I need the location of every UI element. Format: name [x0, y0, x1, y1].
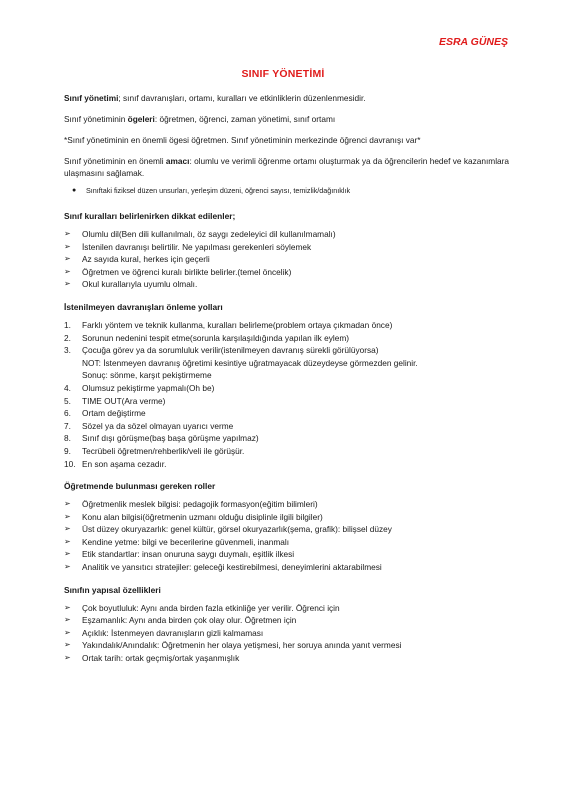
prevention-result: Sonuç: sönme, karşıt pekiştirmeme: [82, 370, 212, 381]
item-number: 1.: [64, 319, 71, 330]
structure-item: [64, 639, 514, 652]
prevention-item-text: Sorunun nedenini tespit etme(sorunla karşılaşıldığında yapılan ilk eylem): [82, 332, 350, 343]
prevention-item-text: Sınıf dışı görüşme(baş başa görüşme yapılmaz): [82, 433, 259, 444]
key-note-paragraph: *Sınıf yönetiminin en önemli ögesi öğretmen. Sınıf yönetiminin merkezinde öğrenci davranışı var*: [64, 135, 421, 145]
arrow-bullet-icon: ➢: [64, 266, 71, 276]
prevention-item: [64, 395, 514, 408]
structure-item: [64, 652, 514, 665]
structure-list: [64, 602, 514, 665]
arrow-bullet-icon: ➢: [64, 640, 71, 650]
arrow-bullet-icon: ➢: [64, 229, 71, 238]
document-body: [64, 92, 514, 675]
physical-order-bullet: [72, 185, 514, 197]
arrow-bullet-icon: ➢: [64, 511, 71, 521]
role-item-text: Kendine yetme: bilgi ve becerilerine güvenmeli, inanmalı: [82, 536, 290, 547]
prevention-item-text: En son aşama cezadır.: [82, 458, 167, 469]
rule-item: [64, 278, 514, 291]
prevention-item: [64, 332, 514, 345]
arrow-bullet-icon: ➢: [64, 615, 71, 625]
aim-term: amacı: [165, 156, 190, 166]
prevention-item: [64, 382, 514, 395]
item-number: 3.: [64, 345, 71, 356]
definition-term: Sınıf yönetimi: [64, 93, 119, 103]
prevention-item: [64, 344, 514, 357]
prevention-item: [64, 458, 514, 471]
prevention-item: [64, 407, 514, 420]
prevention-item-text: Tecrübeli öğretmen/rehberlik/veli ile görüşür.: [82, 445, 245, 456]
arrow-bullet-icon: ➢: [64, 549, 71, 559]
structure-heading: Sınıfın yapısal özellikleri: [64, 584, 161, 595]
item-number: 7.: [64, 420, 71, 431]
rule-item-text: Az sayıda kural, herkes için geçerli: [82, 254, 210, 265]
physical-order-text: Sınıftaki fiziksel düzen unsurları, yerleşim düzeni, öğrenci sayısı, temizlik/dağınıklık: [86, 186, 351, 195]
page-title: SINIF YÖNETİMİ: [241, 68, 325, 80]
elements-prefix: Sınıf yönetiminin: [64, 114, 128, 124]
aim-paragraph: [64, 155, 514, 179]
role-item-text: Öğretmenlik meslek bilgisi: pedagojik formasyon(eğitim bilimleri): [82, 499, 318, 510]
prevention-item: [64, 319, 514, 332]
item-number: 8.: [64, 433, 71, 444]
arrow-bullet-icon: ➢: [64, 254, 71, 264]
structure-item: [64, 614, 514, 627]
rule-item: [64, 253, 514, 266]
arrow-bullet-icon: ➢: [64, 562, 71, 572]
rule-item-text: Öğretmen ve öğrenci kuralı birlikte belirler.(temel öncelik): [82, 266, 292, 277]
elements-term: ögeleri: [127, 114, 155, 124]
rule-item-text: Olumlu dil(Ben dili kullanılmalı, öz saygı zedeleyici dil kullanılmamalı): [82, 229, 336, 239]
arrow-bullet-icon: ➢: [64, 602, 71, 612]
arrow-bullet-icon: ➢: [64, 536, 71, 546]
role-item: [64, 523, 514, 536]
roles-list: [64, 498, 514, 574]
role-item-text: Konu alan bilgisi(öğretmenin uzmanı olduğu disiplinle ilgili bilgiler): [82, 511, 323, 522]
aim-prefix: Sınıf yönetiminin en önemli: [64, 156, 166, 166]
structure-item: [64, 627, 514, 640]
item-number: 9.: [64, 445, 71, 456]
structure-item-text: Eşzamanlık: Aynı anda birden çok olay olur. Öğretmen için: [82, 615, 297, 626]
arrow-bullet-icon: ➢: [64, 499, 71, 509]
definition-text: ; sınıf davranışları, ortamı, kuralları ve etkinliklerin düzenlenmesidir.: [118, 93, 366, 103]
bullet-dot-icon: ●: [72, 187, 77, 194]
role-item-text: Etik standartlar: insan onuruna saygı duymalı, eşitlik ilkesi: [82, 549, 295, 560]
structure-item-text: Yakındalık/Anındalık: Öğretmenin her olaya yetişmesi, her soruya anında yanıt vermesi: [82, 640, 402, 651]
rule-item: [64, 241, 514, 254]
prevention-item: [64, 432, 514, 445]
prevention-item: [64, 445, 514, 458]
item-number: 10.: [64, 458, 76, 469]
aim-text: : olumlu ve verimli öğrenme ortamı oluşturmak ya da öğrencilerin hedef ve kazanımlara ulaşmasını sağlamak.: [64, 156, 510, 178]
prevention-item-text: Çocuğa görev ya da sorumluluk verilir(istenilmeyen davranış sürekli görülüyorsa): [82, 345, 379, 356]
prevention-item-text: TIME OUT(Ara verme): [82, 395, 166, 406]
arrow-bullet-icon: ➢: [64, 653, 71, 663]
prevention-heading: İstenilmeyen davranışları önleme yolları: [64, 301, 223, 312]
definition-paragraph: [64, 92, 514, 104]
arrow-bullet-icon: ➢: [64, 279, 71, 289]
author-name: ESRA GÜNEŞ: [438, 36, 508, 48]
item-number: 2.: [64, 332, 71, 343]
structure-item-text: Ortak tarih: ortak geçmiş/ortak yaşanmışlık: [82, 653, 240, 664]
rule-item-text: Okul kurallarıyla uyumlu olmalı.: [82, 279, 198, 290]
roles-heading: Öğretmende bulunması gereken roller: [64, 481, 216, 492]
item-number: 5.: [64, 395, 71, 406]
prevention-item-text: Sözel ya da sözel olmayan uyarıcı verme: [82, 420, 234, 431]
rule-item: [64, 266, 514, 279]
item-number: 4.: [64, 382, 71, 393]
structure-item: [64, 602, 514, 615]
structure-item-text: Açıklık: İstenmeyen davranışların gizli kalmaması: [82, 627, 264, 638]
rules-list: [64, 228, 514, 291]
role-item: [64, 511, 514, 524]
role-item: [64, 498, 514, 511]
prevention-item-text: Olumsuz pekiştirme yapmalı(Oh be): [82, 382, 215, 393]
prevention-list: [64, 319, 514, 470]
rule-item: [64, 228, 514, 241]
item-number: 6.: [64, 408, 71, 419]
role-item: [64, 548, 514, 561]
prevention-note: NOT: İstenmeyen davranış öğretimi kesintiye uğratmayacak düzeydeyse görmezden gelinir.: [82, 357, 418, 368]
elements-text: : öğretmen, öğrenci, zaman yönetimi, sınıf ortamı: [154, 114, 336, 124]
role-item: [64, 536, 514, 549]
arrow-bullet-icon: ➢: [64, 241, 71, 251]
prevention-item-text: Ortam değiştirme: [82, 408, 146, 419]
arrow-bullet-icon: ➢: [64, 627, 71, 637]
prevention-item: [64, 420, 514, 433]
elements-paragraph: [64, 113, 514, 125]
rule-item-text: İstenilen davranışı belirtilir. Ne yapılması gerekenleri söylemek: [82, 241, 312, 252]
role-item: [64, 561, 514, 574]
rules-heading: Sınıf kuralları belirlenirken dikkat edilenler;: [64, 211, 236, 221]
arrow-bullet-icon: ➢: [64, 524, 71, 534]
prevention-item-text: Farklı yöntem ve teknik kullanma, kuralları belirleme(problem ortaya çıkmadan önce): [82, 319, 393, 330]
structure-item-text: Çok boyutluluk: Aynı anda birden fazla etkinliğe yer verilir. Öğrenci için: [82, 602, 340, 613]
role-item-text: Analitik ve yansıtıcı stratejiler: geleceği kestirebilmesi, deneyimlerini aktarabilmesi: [82, 562, 382, 573]
role-item-text: Üst düzey okuryazarlık: genel kültür, görsel okuryazarlık(şema, grafik): bilişsel düzey: [82, 524, 392, 535]
